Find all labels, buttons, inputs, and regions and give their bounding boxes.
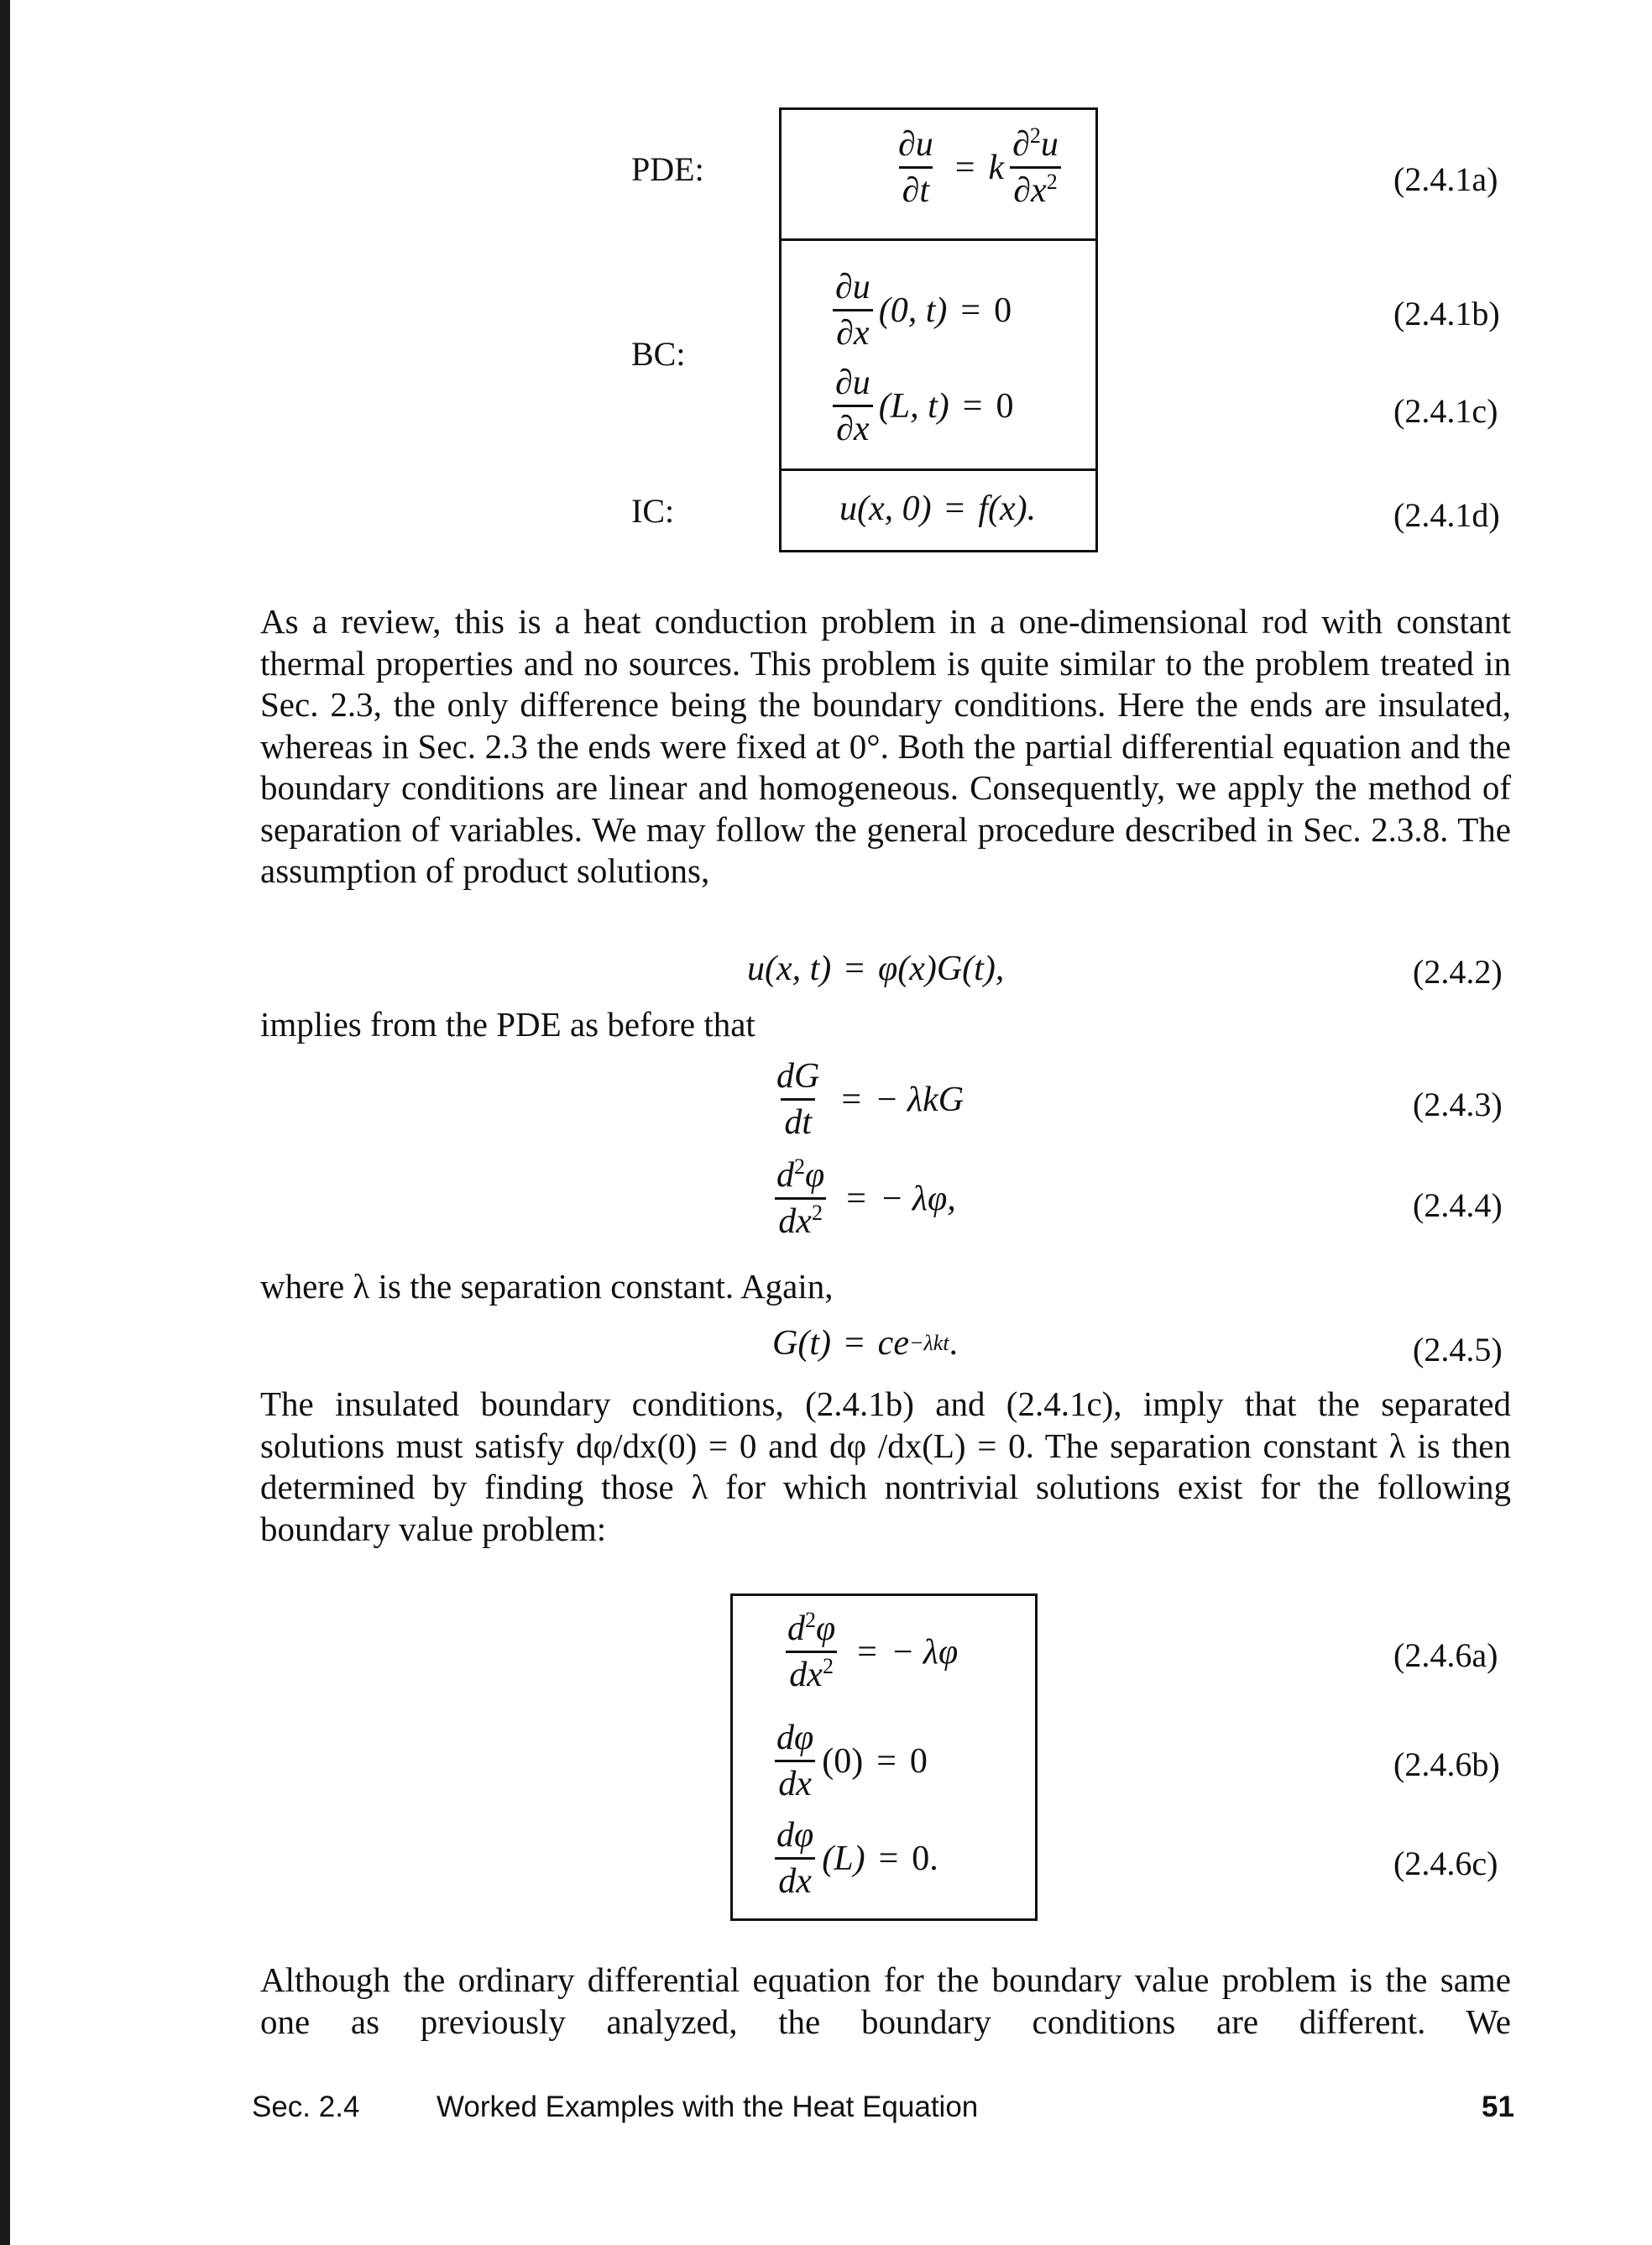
eq-244-rhs: − λφ,	[879, 1179, 956, 1218]
eq-246a-equals: =	[857, 1632, 877, 1672]
pde-equals: =	[954, 148, 975, 187]
eq-246c	[768, 1815, 938, 1902]
eq-number-246b: (2.4.6b)	[1393, 1745, 1500, 1783]
eq-246b	[768, 1718, 928, 1804]
bc1-rhs: 0	[994, 290, 1012, 330]
bc1-equals: =	[960, 290, 981, 330]
footer-title: Worked Examples with the Heat Equation	[437, 2091, 979, 2123]
eq-number-245: (2.4.5)	[1413, 1331, 1503, 1368]
eq-246a-num-power: 2	[805, 1608, 816, 1632]
ic-label: IC:	[631, 492, 675, 530]
eq-246b-args: (0)	[822, 1741, 864, 1781]
eq-246a-den-power: 2	[822, 1654, 834, 1678]
eq-242-equals: =	[844, 950, 865, 988]
paragraph-2: implies from the PDE as before that	[260, 1005, 755, 1044]
bc2-num: ∂u	[835, 364, 870, 402]
paragraph-1: As a review, this is a heat conduction problem in a one-dimensional rod with constant thermal properties and no sources. This problem is quite similar to the problem treated in Sec. 2.3, the only difference being the boundary conditions. Here the ends are insulated, whereas in Sec. 2.3 the ends were fixed at 0°. Both the partial differential equation and the boundary conditions are linear and homogeneous. Consequently, we apply the method of separation of variables. We may follow the general procedure described in Sec. 2.3.8. The assumption of product solutions,	[260, 602, 1511, 890]
eq-246c-equals: =	[878, 1839, 899, 1878]
eq-241d-ic	[839, 489, 1036, 529]
eq-244-den-power: 2	[811, 1201, 823, 1225]
eq-246a-den: dx	[789, 1656, 823, 1694]
bc2-rhs: 0	[996, 386, 1014, 426]
page-number: 51	[1482, 2091, 1514, 2123]
eq-242	[747, 949, 1004, 989]
eq-241-divider-2	[779, 468, 1098, 471]
eq-241a-pde	[890, 124, 1067, 211]
eq-245-lhs: G(t)	[772, 1324, 831, 1363]
eq-243-equals: =	[841, 1080, 862, 1119]
ic-lhs: u(x, 0)	[839, 489, 932, 528]
ic-equals: =	[944, 489, 965, 528]
pde-rhs-den: ∂x	[1013, 171, 1047, 210]
eq-246b-rhs: 0	[909, 1741, 928, 1781]
eq-244-num-var: φ	[805, 1156, 825, 1195]
eq-242-rhs: φ(x)G(t),	[877, 950, 1005, 988]
eq-number-241a: (2.4.1a)	[1393, 160, 1498, 198]
eq-246c-den: dx	[775, 1857, 815, 1902]
paragraph-5: Although the ordinary differential equation for the boundary value problem is the same one as previously analyzed, the boundary conditions are different. We	[260, 1960, 1511, 2041]
eq-246c-rhs: 0.	[912, 1839, 938, 1878]
eq-number-246c: (2.4.6c)	[1393, 1845, 1498, 1882]
eq-number-246a: (2.4.6a)	[1393, 1636, 1498, 1674]
eq-244-den: dx	[778, 1202, 812, 1241]
ic-rhs: f(x).	[978, 489, 1037, 528]
eq-244-num-power: 2	[794, 1154, 805, 1179]
eq-number-241d: (2.4.1d)	[1393, 496, 1500, 534]
eq-244-equals: =	[846, 1179, 866, 1218]
eq-246a-num-d: d	[787, 1609, 805, 1648]
eq-244-num-d: d	[776, 1156, 794, 1195]
eq-246b-den: dx	[775, 1760, 815, 1804]
eq-241b-bc	[827, 267, 1012, 353]
eq-241-divider-1	[779, 238, 1098, 241]
paragraph-4: The insulated boundary conditions, (2.4.1b) and (2.4.1c), imply that the separated solutions must satisfy dφ/dx(0) = 0 and dφ /dx(L) = 0. The separation constant λ is then determined by finding those λ for which nontrivial solutions exist for the following boundary value problem:	[260, 1384, 1511, 1548]
pde-rhs-partial: ∂	[1012, 125, 1030, 164]
eq-number-243: (2.4.3)	[1413, 1086, 1503, 1123]
eq-246a-rhs: − λφ	[890, 1632, 959, 1672]
eq-245	[772, 1323, 958, 1363]
bc2-equals: =	[962, 386, 983, 426]
eq-246c-num: dφ	[776, 1816, 814, 1855]
bc2-den: ∂x	[833, 405, 872, 449]
bc2-args: (L, t)	[878, 386, 949, 426]
bc-label: BC:	[631, 335, 686, 373]
pde-lhs-num: ∂u	[898, 125, 933, 164]
bc1-args: (0, t)	[878, 290, 948, 330]
eq-number-242: (2.4.2)	[1413, 953, 1503, 991]
eq-243-den: dt	[781, 1098, 815, 1143]
eq-number-241b: (2.4.1b)	[1393, 295, 1500, 332]
eq-242-lhs: u(x, t)	[747, 950, 832, 988]
pde-lhs-den: ∂t	[899, 166, 933, 211]
pde-rhs-num-power: 2	[1029, 123, 1041, 148]
eq-244	[768, 1155, 956, 1242]
eq-246a	[779, 1609, 958, 1695]
eq-245-exponent: −λkt	[908, 1331, 949, 1355]
eq-246a-num-var: φ	[816, 1609, 836, 1648]
eq-246b-num: dφ	[776, 1719, 814, 1757]
eq-246b-equals: =	[876, 1741, 897, 1781]
pde-label: PDE:	[631, 150, 704, 188]
eq-243-rhs: − λkG	[875, 1080, 965, 1119]
eq-246c-args: (L)	[822, 1839, 865, 1878]
pde-coefficient: k	[988, 148, 1005, 187]
bc1-den: ∂x	[833, 309, 872, 353]
eq-243-num: dG	[776, 1057, 820, 1096]
eq-243	[768, 1056, 964, 1143]
paragraph-3: where λ is the separation constant. Again,	[260, 1267, 834, 1306]
eq-number-241c: (2.4.1c)	[1393, 392, 1498, 430]
pde-rhs-var: u	[1040, 125, 1059, 164]
pde-rhs-den-power: 2	[1046, 170, 1058, 194]
bc1-num: ∂u	[835, 268, 870, 306]
eq-245-rhs: ce	[877, 1324, 909, 1363]
eq-number-244: (2.4.4)	[1413, 1186, 1503, 1224]
footer-section: Sec. 2.4	[252, 2091, 360, 2123]
eq-245-period: .	[949, 1324, 959, 1363]
eq-241c-bc	[827, 363, 1013, 449]
eq-245-equals: =	[844, 1324, 865, 1363]
